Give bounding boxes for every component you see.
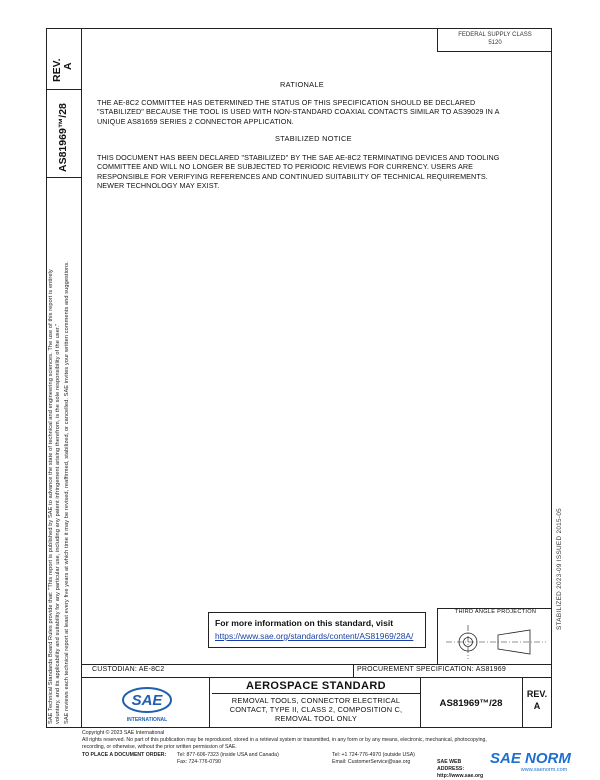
sae-norm-logo-icon (486, 746, 598, 774)
projection-label: THIRD ANGLE PROJECTION (454, 609, 537, 615)
footer-email[interactable]: Email: CustomerService@sae.org (332, 758, 411, 765)
custodian: CUSTODIAN: AE-8C2 (92, 666, 165, 673)
subject-line-3: REMOVAL TOOL ONLY (275, 714, 357, 723)
stabilized-issued-side-text: STABILIZED 2023-09 ISSUED 2015-05 (556, 507, 563, 630)
standard-link[interactable]: https://www.sae.org/standards/content/AS81969/28A/ (215, 631, 414, 641)
sae-norm-watermark (486, 746, 598, 774)
rationale-title: RATIONALE (280, 80, 325, 89)
federal-supply-class-value: 5120 (488, 40, 502, 46)
sae-logo-sub: INTERNATIONAL (126, 717, 168, 723)
sae-logo (116, 684, 178, 724)
sae-logo-icon (116, 684, 178, 724)
footer-rights: All rights reserved. No part of this publication may be reproduced, stored in a retrieval system or transmitted, in any form or by any means, electronic, mechanical, photocopying, (82, 737, 487, 744)
document-subject (212, 696, 420, 723)
watermark-brand: SAE NORM (490, 750, 571, 767)
projection-symbol-icon (438, 617, 553, 665)
rev-box-top (46, 28, 82, 90)
footer-tel: Tel: 877-606-7323 (inside USA and Canada) (177, 751, 279, 758)
rev-label-bottom: REV. (526, 689, 548, 699)
stabilized-line-1: THIS DOCUMENT HAS BEEN DECLARED "STABILIZED" BY THE SAE AE-8C2 TERMINATING DEVICES AND TOOLING (97, 153, 500, 162)
side-legal-line-1: SAE Technical Standards Board Rules provide that: "This report is published by SAE to advance the state of technical and engineering sciences. The use of this report is entirely (48, 269, 54, 724)
side-legal-line-3: SAE reviews each technical report at least every five years at which time it may be revised, reaffirmed, stabilized, or cancelled. SAE invites your written comments and suggestions. (64, 261, 70, 724)
title-divider-1 (209, 678, 210, 728)
rev-value-bottom: A (533, 701, 541, 711)
footer-web[interactable]: SAE WEB ADDRESS: http://www.sae.org (437, 758, 484, 780)
stabilized-notice-title: STABILIZED NOTICE (275, 134, 352, 143)
side-legal-line-2: voluntary, and its applicability and suitability for any particular use, including any patent infringement arising therefrom, is the sole responsibility of the user." (55, 323, 61, 724)
stabilized-line-3: RESPONSIBLE FOR VERIFYING REFERENCES AND CONTINUED SUITABILITY OF TECHNICAL REQUIREMENTS. (97, 171, 488, 181)
rev-label-text: REV. (51, 58, 63, 82)
procurement-specification: PROCUREMENT SPECIFICATION: AS81969 (357, 666, 506, 673)
rationale-body (97, 98, 500, 126)
doc-number-top: AS81969™/28 (57, 103, 69, 172)
more-info-box (208, 612, 426, 648)
aerospace-standard-title: AEROSPACE STANDARD (245, 680, 387, 692)
stabilized-line-2: COMMITTEE AND WILL NO LONGER BE SUBJECTED TO PERIODIC REVIEWS FOR CURRENCY. USERS ARE (97, 162, 474, 172)
footer-tel-outside: Tel: +1 724-776-4970 (outside USA) (332, 751, 415, 758)
rationale-line-1: THE AE-8C2 COMMITTEE HAS DETERMINED THE STATUS OF THIS SPECIFICATION SHOULD BE DECLARED (97, 98, 476, 107)
more-info-heading: For more information on this standard, visit (215, 618, 394, 628)
sae-logo-text: SAE (131, 692, 163, 709)
footer (82, 730, 487, 780)
rev-box-bottom (522, 688, 552, 712)
rev-value-text: A (62, 62, 74, 70)
footer-copyright: Copyright © 2023 SAE International (82, 730, 165, 736)
rationale-line-3: UNIQUE AS81659 SERIES 2 CONNECTOR APPLICATION. (97, 116, 294, 126)
federal-supply-class-box (437, 28, 552, 52)
doc-number-bottom: AS81969™/28 (439, 698, 503, 709)
footer-rights-2: recording, or otherwise, without the prior written permission of SAE. (82, 744, 237, 751)
custodian-divider (353, 664, 354, 678)
watermark-url: www.saenorm.com (520, 767, 568, 773)
third-angle-projection-box (437, 608, 552, 664)
doc-number-box-top (46, 90, 82, 178)
subject-line-1: REMOVAL TOOLS, CONNECTOR ELECTRICAL (231, 696, 401, 705)
rationale-line-2: "STABILIZED" BECAUSE THE TOOL IS USED WITH NON-STANDARD COAXIAL CONTACTS SIMILAR TO AS39029 IN A (97, 107, 500, 117)
rev-label-top (52, 58, 74, 82)
subject-line-2: CONTACT, TYPE II, CLASS 2, COMPOSITION C, (229, 705, 403, 714)
footer-fax: Fax: 724-776-0790 (177, 758, 221, 765)
federal-supply-class-label: FEDERAL SUPPLY CLASS (458, 32, 532, 38)
stabilized-notice-body (97, 153, 499, 191)
stabilized-line-4: NEWER TECHNOLOGY MAY EXIST. (97, 181, 220, 191)
aerospace-title-rule (212, 693, 420, 694)
footer-order-label: TO PLACE A DOCUMENT ORDER: (82, 751, 167, 758)
